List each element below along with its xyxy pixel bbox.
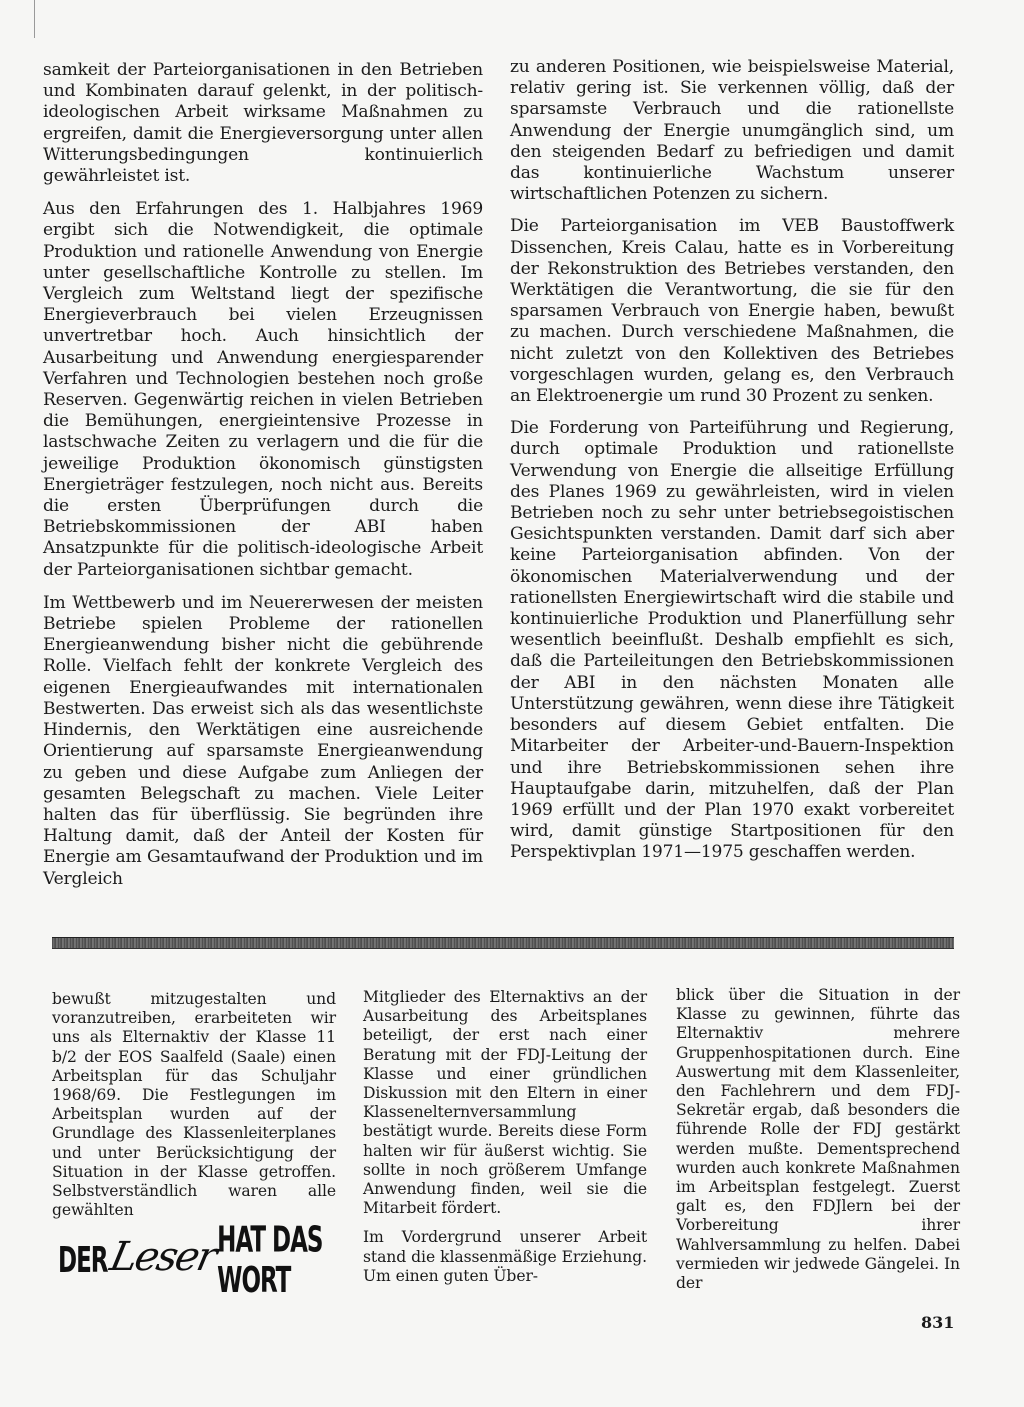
paragraph: samkeit der Parteiorganisationen in den Betrieben und Kombinaten darauf gelenkt, in der politisch-ideologischen Arbeit wirksame Maßnahmen zu ergreifen, damit die Energieversorgung unter allen Witterungsbedingungen kontinuierlich gewährleistet ist. bbox=[43, 60, 483, 187]
section-divider bbox=[52, 937, 954, 949]
letter-column-1 bbox=[52, 990, 336, 1230]
article-column-right bbox=[510, 57, 954, 875]
paragraph: Mitglieder des Elternaktivs an der Ausarbeitung des Arbeitsplanes beteiligt, der erst nach einer Beratung mit der FDJ-Leitung der Klasse und einer gründlichen Diskussion mit den Eltern in einer Klassenelternversammlung bestätigt wurde. Bereits diese Form halten wir für äußerst wichtig. Sie sollte in noch größerem Umfange Anwendung finden, weil sie die Mitarbeit fördert. bbox=[363, 988, 647, 1218]
article-column-left bbox=[43, 60, 483, 902]
paragraph: Im Vordergrund unserer Arbeit stand die klassenmäßige Erziehung. Um einen guten Über- bbox=[363, 1228, 647, 1285]
paragraph: zu anderen Positionen, wie beispielsweise Material, relativ gering ist. Sie verkennen völlig, daß der sparsamste Verbrauch und die rationellste Anwendung der Energie unumgänglich sind, um den steigenden Bedarf zu befriedigen und damit das kontinuierliche Wachstum unserer wirtschaftlichen Potenzen zu sichern. bbox=[510, 57, 954, 205]
section-banner bbox=[58, 1220, 334, 1302]
scan-mark bbox=[34, 0, 37, 38]
paragraph: bewußt mitzugestalten und voranzutreiben, erarbeiteten wir uns als Elternaktiv der Klasse 11 b/2 der EOS Saalfeld (Saale) einen Arbeitsplan für das Schuljahr 1968/69. Die Festlegungen im Arbeitsplan wurden auf der Grundlage des Klassenleiterplanes und unter Berücksichtigung der Situation in der Klasse getroffen. Selbstverständlich waren alle gewählten bbox=[52, 990, 336, 1220]
letter-column-2 bbox=[363, 988, 647, 1296]
banner-word-left: DER bbox=[58, 1240, 108, 1282]
paragraph: Die Parteiorganisation im VEB Baustoffwerk Dissenchen, Kreis Calau, hatte es in Vorbereitung der Rekonstruktion des Betriebes verstanden, den Werktätigen die Verantwortung, die sie für den sparsamen Verbrauch von Energie haben, bewußt zu machen. Durch verschiedene Maßnahmen, die nicht zuletzt von den Kollektiven des Betriebes vorgeschlagen wurden, gelang es, den Verbrauch an Elektroenergie um rund 30 Prozent zu senken. bbox=[510, 216, 954, 407]
page-number: 831 bbox=[921, 1313, 955, 1332]
paragraph: Die Forderung von Parteiführung und Regierung, durch optimale Produktion und rationellste Verwendung von Energie die allseitige Erfüllung des Planes 1969 zu gewährleisten, wird in vielen Betrieben noch zu sehr unter betriebsegoistischen Gesichtspunkten verstanden. Damit darf sich aber keine Parteiorganisation abfinden. Von der ökonomischen Materialverwendung und der rationellsten Energiewirtschaft wird die stabile und kontinuierliche Produktion und Planerfüllung sehr wesentlich beeinflußt. Deshalb empfiehlt es sich, daß die Parteileitungen den Betriebskommissionen der ABI in den nächsten Monaten alle Unterstützung gewähren, wenn diese ihre Tätigkeit besonders auf diesem Gebiet entfalten. Die Mitarbeiter der Arbeiter-und-Bauern-Inspektion und ihre Betriebskommissionen sehen ihre Hauptaufgabe darin, mitzuhelfen, daß der Plan 1969 erfüllt und der Plan 1970 exakt vorbereitet wird, damit günstige Startpositionen für den Perspektivplan 1971—1975 geschaffen werden. bbox=[510, 418, 954, 863]
paragraph: Im Wettbewerb und im Neuererwesen der meisten Betriebe spielen Probleme der rationellen Energieanwendung bisher nicht die gebührende Rolle. Vielfach fehlt der konkrete Vergleich des eigenen Energieaufwandes mit internationalen Bestwerten. Das erweist sich als das wesentlichste Hindernis, den Werktätigen eine ausreichende Orientierung auf sparsamste Energieanwendung zu geben und diese Aufgabe zum Anliegen der gesamten Belegschaft zu machen. Viele Leiter halten das für überflüssig. Sie begründen ihre Haltung damit, daß der Anteil der Kosten für Energie am Gesamtaufwand der Produktion und im Vergleich bbox=[43, 592, 483, 889]
letter-column-3 bbox=[676, 986, 960, 1303]
paragraph: Aus den Erfahrungen des 1. Halbjahres 1969 ergibt sich die Notwendigkeit, die optimale Produktion und rationelle Anwendung von Energie unter gesellschaftliche Kontrolle zu stellen. Im Vergleich zum Weltstand liegt der spezifische Energieverbrauch bei vielen Erzeugnissen unvertretbar hoch. Auch hinsichtlich der Ausarbeitung und Anwendung energiesparender Verfahren und Technologien bestehen noch große Reserven. Gegenwärtig reichen in vielen Betrieben die Bemühungen, energieintensive Prozesse in lastschwache Zeiten zu verlagern und die für die jeweilige Produktion ökonomisch günstigsten Energieträger festzulegen, noch nicht aus. Bereits die ersten Überprüfungen durch die Betriebskommissionen der ABI haben Ansatzpunkte für die politisch-ideologische Arbeit der Parteiorganisationen sichtbar gemacht. bbox=[43, 199, 483, 580]
banner-word-right: HAT DAS WORT bbox=[217, 1220, 323, 1302]
paragraph: blick über die Situation in der Klasse zu gewinnen, führte das Elternaktiv mehrere Gruppenhospitationen durch. Eine Auswertung mit dem Klassenleiter, den Fachlehrern und dem FDJ-Sekretär ergab, daß besonders die führende Rolle der FDJ gestärkt werden mußte. Dementsprechend wurden auch konkrete Maßnahmen im Arbeitsplan festgelegt. Zuerst galt es, den FDJlern bei der Vorbereitung ihrer Wahlversammlung zu helfen. Dabei vermieden wir jedwede Gängelei. In der bbox=[676, 986, 960, 1293]
banner-script-word: Leser bbox=[105, 1234, 219, 1280]
